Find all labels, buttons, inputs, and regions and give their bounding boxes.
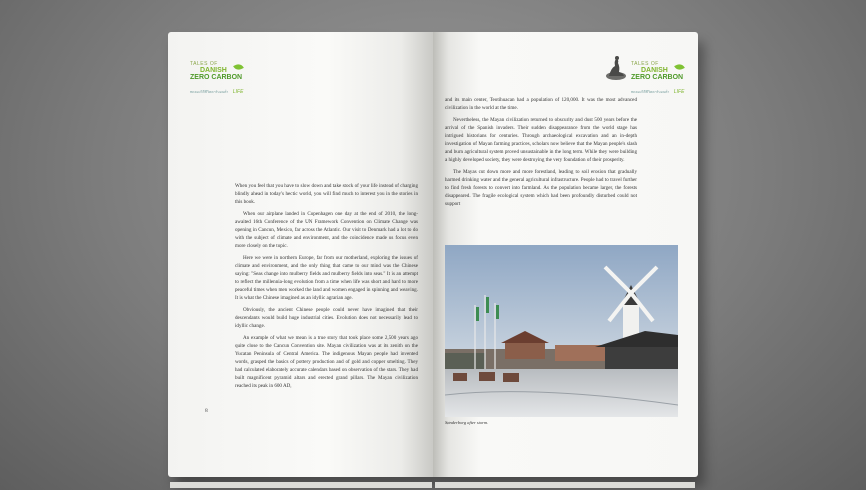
open-book: [168, 32, 698, 484]
paragraph: Here we were in northern Europe, far from our motherland, exploring the issues of climate and environment, and the only thing that came to our mind was the Chinese saying: "Seas change into mulberry fields and mulberry fields into seas." It is an attempt to reflect the millennia-long evolution from a time when life was short and hard to more peaceful times when men worked the land and women engaged in spinning and weaving. It is what the Chinese imagined as an idyllic agrarian age.: [235, 254, 418, 302]
logo-life: LIFE: [232, 89, 244, 95]
paragraph: When you feel that you have to slow down and take stock of your life instead of charging blindly ahead in today's hectic world, you will find much to interest you in the stories in this book.: [235, 183, 418, 206]
left-page: [168, 32, 433, 477]
book-logo-left: [190, 62, 243, 97]
paragraph: The Mayas cut down more and more forestland, leading to soil erosion that gradually harmed drinking water and the general agricultural infrastructure. People had to travel further to find fresh forests to convert into farmland. As the population became larger, the forests disappeared. The fragile ecological system which had been profoundly disturbed could not support: [445, 168, 637, 208]
left-page-body: [235, 182, 418, 394]
logo-zero-carbon: ZERO CARBON: [190, 74, 243, 81]
logo-thai-text: ทดลองวิถีชีวิตคาร์บอนต่ำ: [631, 90, 670, 94]
logo-tales-of: TALES OF: [631, 61, 659, 67]
paragraph: Nevertheless, the Mayan civilization returned to obscurity and dust 500 years before the arrival of the Spanish invaders. Their sudden disappearance from the world stage has intrigued historians for centuries. Through archaeological excavation and an in-depth investigation of Mayan farming practices, scholars now believe that the Mayan people's slash and burn agricultural system proved unsustainable in the long term. While they were building a highly developed society, they were destroying the very foundation of their prosperity.: [445, 116, 637, 164]
logo-subline: [631, 81, 684, 97]
left-page-edge: [170, 482, 432, 488]
logo-life: LIFE: [673, 89, 685, 95]
windmill-photo: [445, 245, 678, 417]
logo-thai-text: ทดลองวิถีชีวิตคาร์บอนต่ำ: [190, 90, 229, 94]
logo-zero-carbon: ZERO CARBON: [631, 74, 684, 81]
right-page-edge: [435, 482, 695, 488]
paragraph: Obviously, the ancient Chinese people could never have imagined that their descendants would build huge industrial cities. Evolution does not necessarily lead to idyllic change.: [235, 306, 418, 329]
logo-danish: DANISH: [200, 67, 227, 74]
page-number: 8: [205, 408, 208, 414]
paragraph: and its main center, Teotihuacan had a population of 120,000. It was the most advanced civilization in the world at the time.: [445, 97, 637, 112]
paragraph: An example of what we mean is a true story that took place some 2,500 years ago quite close to the Cancun Convention site. Mayan civilization was at its zenith on the Yucatan Peninsula of Central America. The indigenous Mayan people had invented words, grasped the basics of pottery production and of gold and copper smelting. They had calculated elaborately accurate calendars based on observation of the stars. They had built magnificent pyramid altars and erected grand pillars. The Mayan civilization reached its peak in 600 AD,: [235, 334, 418, 390]
right-page: [433, 32, 698, 477]
photo-caption: Sønderborg after storm.: [445, 420, 489, 425]
right-page-body: [445, 96, 637, 212]
logo-tales-of: TALES OF: [190, 61, 218, 67]
logo-subline: [190, 81, 243, 97]
logo-danish: DANISH: [641, 67, 668, 74]
book-logo-right: [631, 62, 684, 97]
paragraph: When our airplane landed in Copenhagen one day at the end of 2010, the long-awaited 16th Conference of the UN Framework Convention on Climate Change was opening in Cancun, Mexico, far across the Atlantic. Our visit to Denmark had a lot to do with the subject of climate and environment, and the coincidence made us focus even more closely on the topic.: [235, 210, 418, 250]
mermaid-statue-icon: [605, 54, 627, 80]
